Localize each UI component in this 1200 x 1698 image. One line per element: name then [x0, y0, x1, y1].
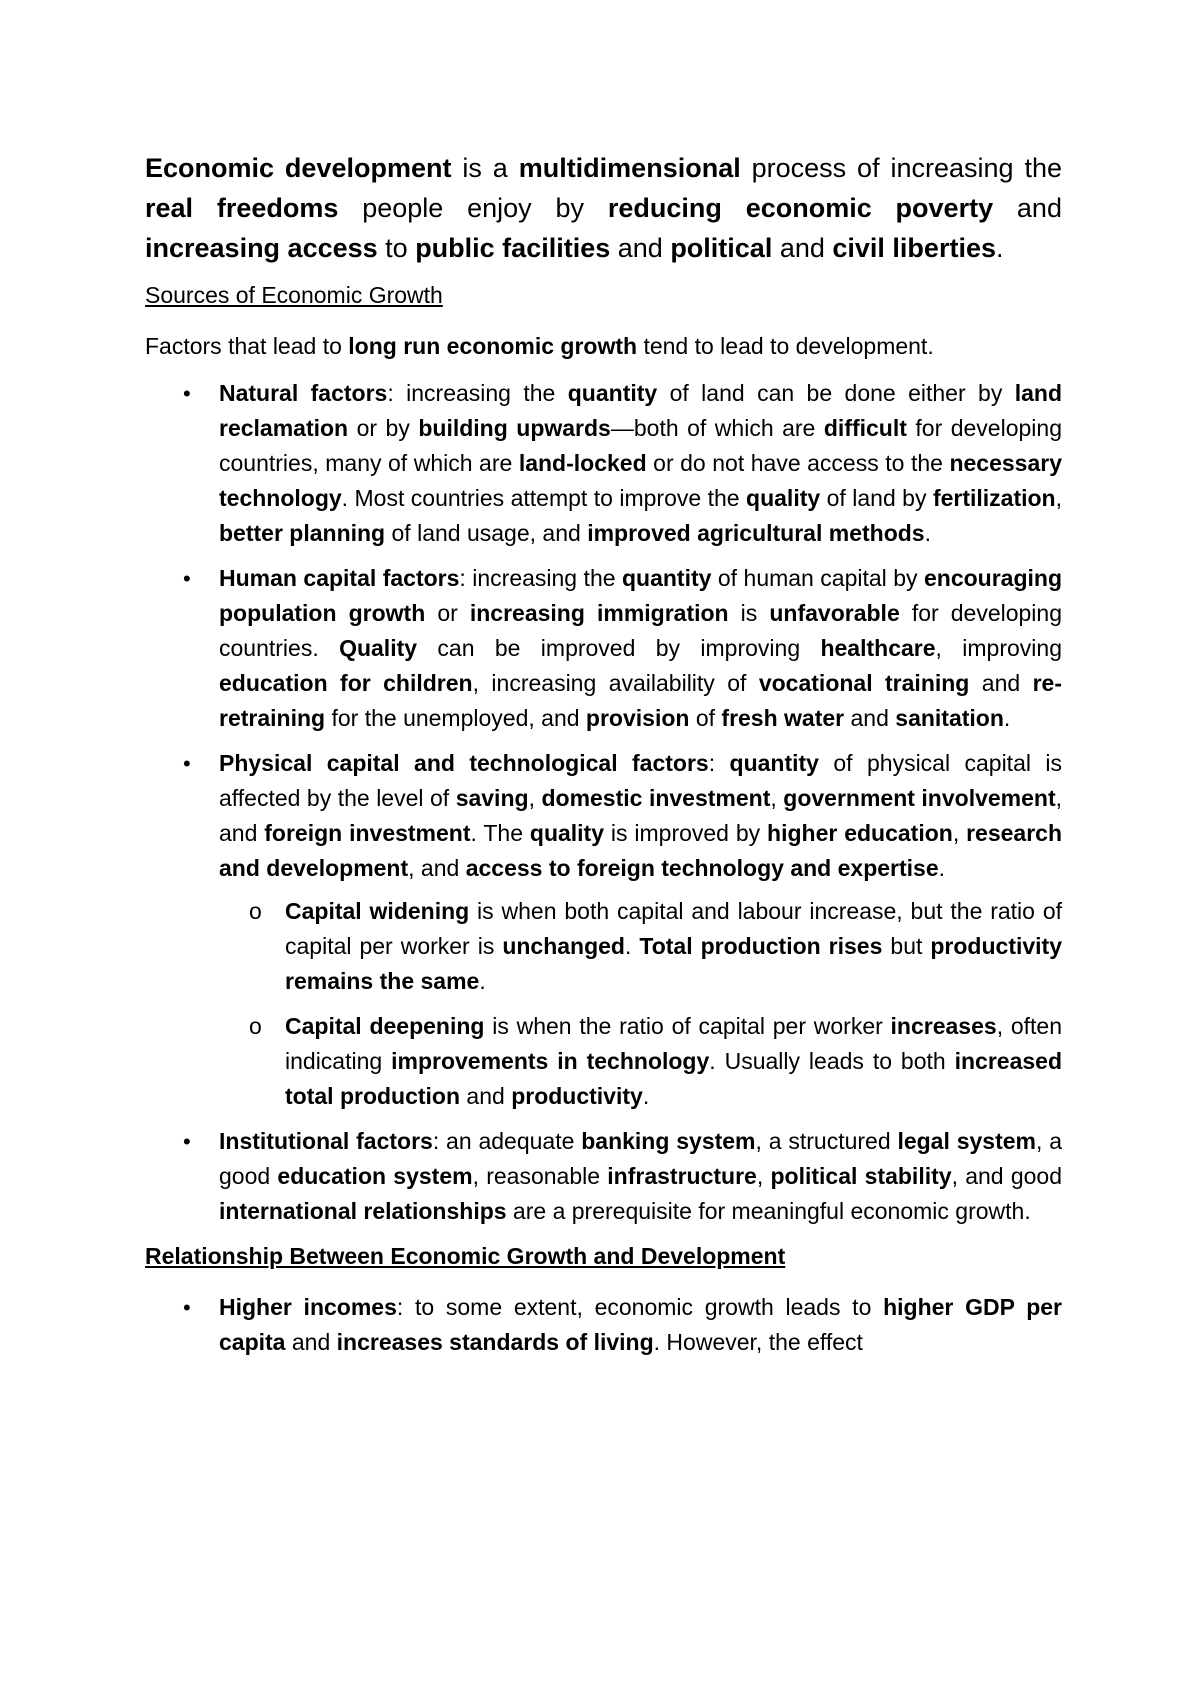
list-item-natural-factors — [145, 376, 1062, 551]
text-run: , — [770, 785, 784, 811]
bold-term: civil liberties — [832, 233, 996, 263]
text-run: and — [772, 233, 833, 263]
text-run: of land usage, and — [385, 520, 588, 546]
text-run: , a good — [219, 1128, 1062, 1189]
text-run: , and — [408, 855, 466, 881]
bold-term: building upwards — [418, 415, 611, 441]
bold-term: education for children — [219, 670, 473, 696]
text-run: of physical capital is affected by the level of — [219, 750, 1063, 811]
bold-term: quantity — [621, 565, 712, 591]
text-run: and — [460, 1083, 512, 1109]
bold-term: increased total production — [285, 1048, 1063, 1109]
relationship-list — [145, 1290, 1062, 1360]
bold-term: increasing immigration — [469, 600, 729, 626]
text-run: is — [728, 600, 770, 626]
bold-term: public facilities — [415, 233, 611, 263]
text-run: : to some extent, economic growth leads to — [396, 1294, 884, 1320]
bold-term: legal system — [897, 1128, 1036, 1154]
bold-term: Economic development — [145, 153, 452, 183]
text-run: or — [425, 600, 470, 626]
text-run: . — [938, 855, 946, 881]
text-run: , and — [219, 785, 1063, 846]
bold-term: multidimensional — [518, 153, 741, 183]
text-run: are a prerequisite for meaningful economic growth. — [506, 1198, 1031, 1224]
text-run: —both of which are — [610, 415, 824, 441]
bold-term: reducing economic poverty — [607, 193, 994, 223]
text-run: can be improved by improving — [417, 635, 821, 661]
text-run: or do not have access to the — [646, 450, 950, 476]
bold-term: unchanged — [502, 933, 625, 959]
bold-term: Capital deepening — [285, 1013, 485, 1039]
text-run: . — [479, 968, 486, 994]
text-run: of land by — [820, 485, 933, 511]
bold-term: Higher incomes — [219, 1294, 397, 1320]
text-run: . — [642, 1083, 650, 1109]
bold-term: banking system — [581, 1128, 756, 1154]
bold-term: quality — [529, 820, 605, 846]
text-run: of land can be done either by — [657, 380, 1015, 406]
text-run: and — [285, 1329, 337, 1355]
bold-term: long run economic growth — [348, 333, 638, 359]
text-run: people enjoy by — [338, 193, 608, 223]
bold-term: increases standards of living — [336, 1329, 654, 1355]
bold-term: saving — [455, 785, 529, 811]
bold-term: international relationships — [219, 1198, 507, 1224]
list-item-human-capital-factors — [145, 561, 1062, 736]
text-run: Factors that lead to — [145, 333, 349, 359]
text-run: : — [708, 750, 730, 776]
bold-term: re-retraining — [219, 670, 1062, 731]
bold-term: productivity — [511, 1083, 643, 1109]
text-run: and — [993, 193, 1062, 223]
bold-term: healthcare — [820, 635, 936, 661]
text-run: , improving — [935, 635, 1062, 661]
bold-term: domestic investment — [541, 785, 771, 811]
bold-term: vocational training — [758, 670, 970, 696]
text-run: or by — [348, 415, 419, 441]
bold-term: better planning — [219, 520, 386, 546]
capital-sublist — [219, 894, 1062, 1114]
text-run: for developing countries, many of which are — [219, 415, 1062, 476]
bold-term: encouraging population growth — [219, 565, 1062, 626]
bold-term: Physical capital and technological factors — [219, 750, 709, 776]
text-run: . Most countries attempt to improve the — [341, 485, 747, 511]
intro-paragraph — [145, 148, 1062, 268]
text-run: . — [624, 933, 640, 959]
bold-term: real freedoms — [145, 193, 339, 223]
bold-term: education system — [277, 1163, 473, 1189]
text-run: . The — [470, 820, 530, 846]
sublist-item-capital-deepening — [219, 1009, 1062, 1114]
text-run: of — [689, 705, 722, 731]
bold-term: fertilization — [932, 485, 1056, 511]
bold-term: Total production rises — [639, 933, 883, 959]
bold-term: government involvement — [783, 785, 1056, 811]
growth-factors-list — [145, 376, 1062, 1229]
text-run: , — [528, 785, 542, 811]
text-run: : an adequate — [432, 1128, 582, 1154]
bold-term: improved agricultural methods — [587, 520, 925, 546]
bold-term: higher GDP per capita — [219, 1294, 1063, 1355]
text-run: is when both capital and labour increase, but the ratio of capital per worker is — [285, 898, 1062, 959]
text-run: and — [610, 233, 671, 263]
text-run: is a — [451, 153, 519, 183]
bold-term: Human capital factors — [219, 565, 460, 591]
bold-term: Quality — [339, 635, 418, 661]
text-run: . — [995, 233, 1004, 263]
bold-term: land-locked — [518, 450, 647, 476]
bold-term: difficult — [823, 415, 907, 441]
list-item-physical-capital-factors — [145, 746, 1062, 1114]
text-run: , reasonable — [472, 1163, 608, 1189]
text-run: . — [1003, 705, 1011, 731]
text-run: , — [1055, 485, 1062, 511]
bold-term: provision — [585, 705, 690, 731]
heading-relationship-growth-development: Relationship Between Economic Growth and Development — [145, 1243, 786, 1269]
text-run: . However, the effect — [653, 1329, 863, 1355]
text-run: is when the ratio of capital per worker — [484, 1013, 891, 1039]
bold-term: access to foreign technology and expertise — [465, 855, 939, 881]
bold-term: quality — [746, 485, 821, 511]
text-run: is improved by — [604, 820, 768, 846]
bold-term: quantity — [567, 380, 658, 406]
lead-paragraph — [145, 329, 1062, 364]
text-run: and — [844, 705, 896, 731]
bold-term: sanitation — [895, 705, 1004, 731]
text-run: , often indicating — [285, 1013, 1062, 1074]
list-item-higher-incomes — [145, 1290, 1062, 1360]
text-run: , and good — [951, 1163, 1062, 1189]
bold-term: increasing access — [145, 233, 378, 263]
bold-term: higher education — [767, 820, 953, 846]
text-run: , — [952, 820, 967, 846]
text-run: , increasing availability of — [472, 670, 759, 696]
bold-term: research and development — [219, 820, 1063, 881]
bold-term: political — [670, 233, 773, 263]
physical-capital-text — [219, 750, 1062, 881]
list-item-institutional-factors — [145, 1124, 1062, 1229]
bold-term: quantity — [729, 750, 819, 776]
document-page — [145, 148, 1062, 1370]
bold-term: improvements in technology — [391, 1048, 710, 1074]
bold-term: unfavorable — [769, 600, 900, 626]
text-run: to — [377, 233, 416, 263]
text-run: but — [882, 933, 931, 959]
bold-term: land reclamation — [219, 380, 1063, 441]
text-run: , a structured — [755, 1128, 898, 1154]
text-run: of human capital by — [711, 565, 924, 591]
text-run: for the unemployed, and — [325, 705, 586, 731]
heading-sources-of-economic-growth: Sources of Economic Growth — [145, 282, 443, 308]
bold-term: Natural factors — [219, 380, 388, 406]
text-run: . — [924, 520, 931, 546]
text-run: . Usually leads to both — [709, 1048, 955, 1074]
bold-term: political stability — [770, 1163, 952, 1189]
text-run: tend to lead to development. — [637, 333, 934, 359]
text-run: for developing countries. — [219, 600, 1062, 661]
sublist-item-capital-widening — [219, 894, 1062, 999]
text-run: : increasing the — [387, 380, 568, 406]
bold-term: Institutional factors — [219, 1128, 433, 1154]
bold-term: Capital widening — [285, 898, 470, 924]
text-run: , — [756, 1163, 771, 1189]
text-run: : increasing the — [459, 565, 622, 591]
bold-term: increases — [890, 1013, 997, 1039]
bold-term: fresh water — [721, 705, 845, 731]
text-run: process of increasing the — [740, 153, 1062, 183]
bold-term: productivity remains the same — [285, 933, 1062, 994]
bold-term: necessary technology — [219, 450, 1062, 511]
bold-term: infrastructure — [607, 1163, 757, 1189]
bold-term: foreign investment — [264, 820, 471, 846]
text-run: and — [969, 670, 1033, 696]
